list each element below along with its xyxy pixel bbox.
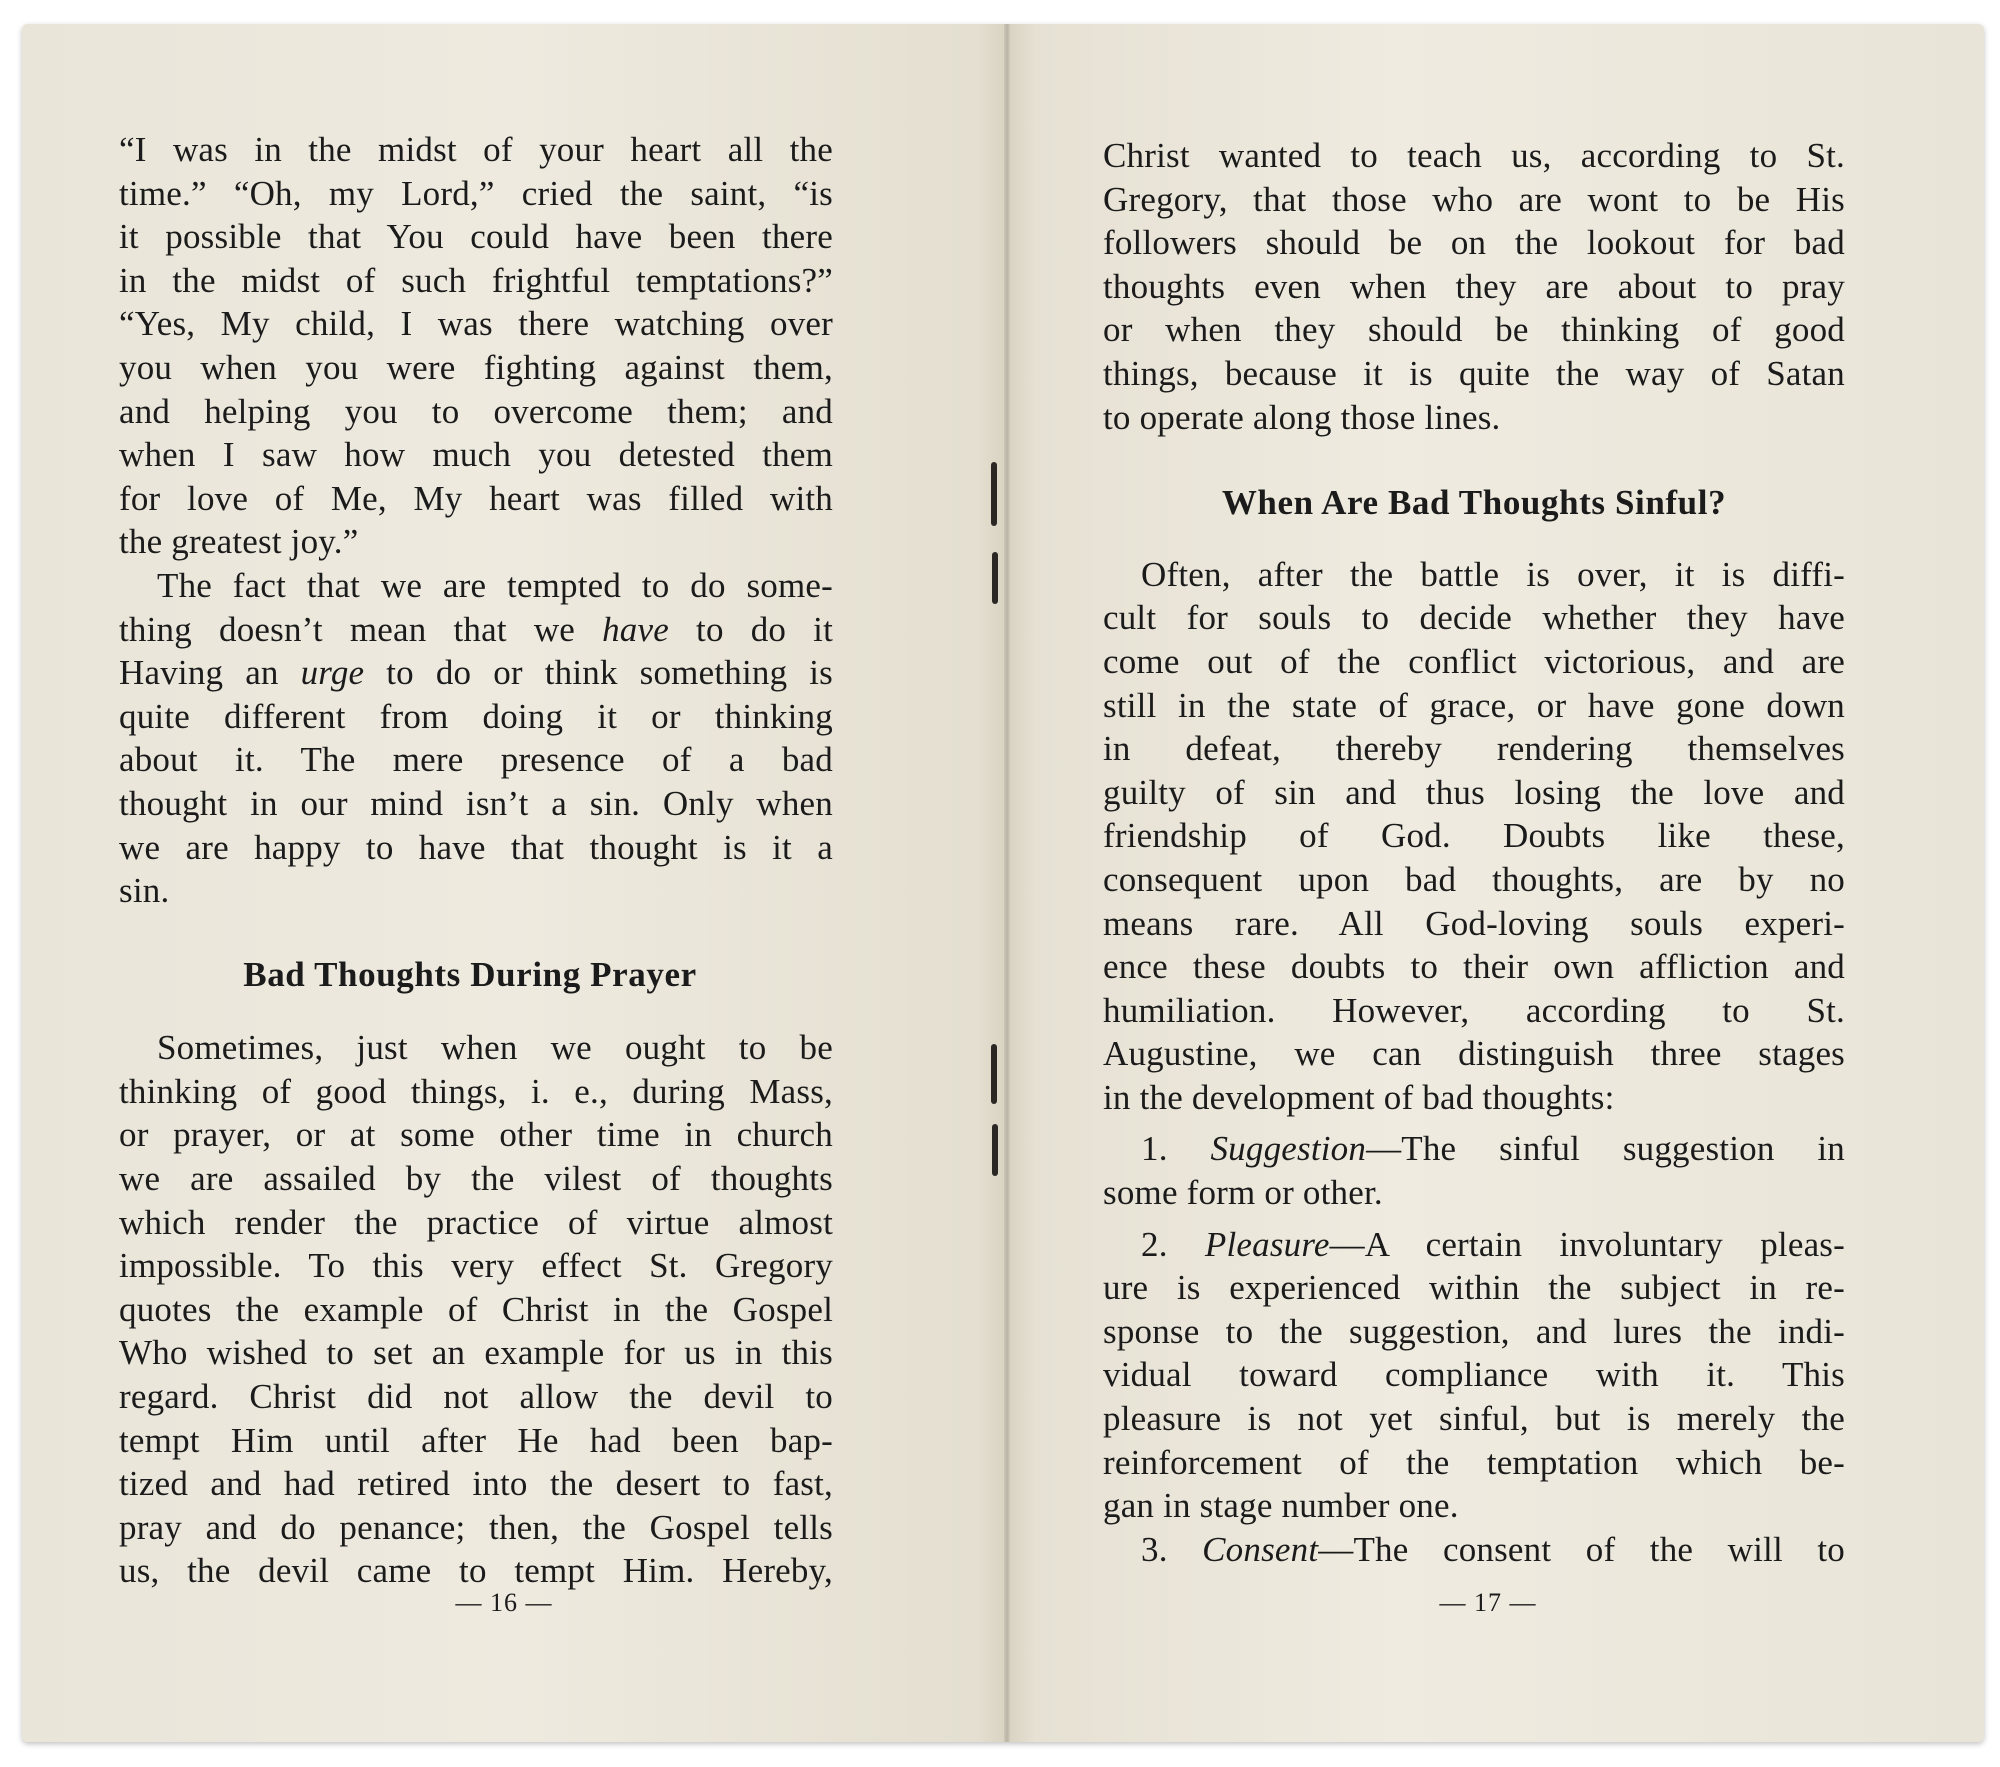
text-fragment: thing doesn’t mean that we: [119, 609, 603, 649]
left-page-text: [119, 128, 833, 1593]
text-line: for love of Me, My heart was filled with: [119, 478, 833, 518]
italic-have: have: [602, 609, 669, 649]
text-line: in the development of bad thoughts:: [1103, 1077, 1615, 1117]
italic-urge: urge: [300, 653, 365, 693]
text-line: quite different from doing it or thinking: [119, 696, 833, 736]
text-line: [1103, 1528, 1845, 1572]
text-line: sin.: [119, 871, 170, 911]
text-line: sponse to the suggestion, and lures the indi-: [1103, 1311, 1845, 1351]
text-line: Sometimes, just when we ought to be: [157, 1028, 833, 1068]
text-line: tized and had retired into the desert to fast,: [119, 1464, 833, 1504]
list-number: 2.: [1141, 1224, 1205, 1264]
text-line: [1103, 1223, 1845, 1267]
text-line: The fact that we are tempted to do some-: [157, 565, 833, 605]
text-line: means rare. All God-loving souls experi-: [1103, 903, 1845, 943]
text-line: and helping you to overcome them; and: [119, 391, 833, 431]
text-fragment: —The consent of the will to: [1318, 1529, 1845, 1569]
staple-upper-top: [991, 462, 997, 526]
text-line: ure is experienced within the subject in re-: [1103, 1268, 1845, 1308]
text-fragment: Having an: [119, 653, 301, 693]
right-paragraph-1: [1103, 134, 1845, 439]
page-number-left: — 16 —: [455, 1588, 553, 1617]
text-line: time.” “Oh, my Lord,” cried the saint, “is: [119, 173, 833, 213]
text-line: we are happy to have that thought is it a: [119, 827, 833, 867]
staple-upper-bottom: [992, 552, 998, 604]
text-line: in defeat, thereby rendering themselves: [1103, 729, 1845, 769]
text-line: guilty of sin and thus losing the love and: [1103, 772, 1845, 812]
list-number: 1.: [1141, 1129, 1211, 1169]
text-line: reinforcement of the temptation which be-: [1103, 1442, 1845, 1482]
text-line: tempt Him until after He had been bap-: [119, 1420, 833, 1460]
text-line: Who wished to set an example for us in this: [119, 1333, 833, 1373]
text-line: thinking of good things, i. e., during Mass,: [119, 1071, 833, 1111]
text-fragment: —The sinful suggestion in: [1366, 1129, 1845, 1169]
text-line: still in the state of grace, or have gone down: [1103, 685, 1845, 725]
text-line: some form or other.: [1103, 1173, 1383, 1213]
italic-term: Consent: [1202, 1529, 1319, 1569]
text-line: about it. The mere presence of a bad: [119, 740, 833, 780]
text-fragment: to do it: [668, 609, 833, 649]
text-line: pleasure is not yet sinful, but is merely the: [1103, 1399, 1845, 1439]
text-line: Augustine, we can distinguish three stages: [1103, 1034, 1845, 1074]
text-line: thoughts even when they are about to pray: [1103, 266, 1845, 306]
text-line: pray and do penance; then, the Gospel tells: [119, 1507, 833, 1547]
text-line: gan in stage number one.: [1103, 1486, 1459, 1526]
booklet-spine: [1004, 24, 1010, 1742]
text-line: [1103, 1127, 1845, 1171]
text-line: humiliation. However, according to St.: [1103, 990, 1845, 1030]
text-line: when I saw how much you detested them: [119, 435, 833, 475]
italic-term: Pleasure: [1204, 1224, 1330, 1264]
text-line: [119, 651, 833, 695]
section-heading-prayer: Bad Thoughts During Prayer: [243, 954, 697, 994]
right-page-text: [1103, 134, 1845, 1571]
text-line: regard. Christ did not allow the devil to: [119, 1377, 833, 1417]
text-fragment: —A certain involuntary pleas-: [1329, 1224, 1845, 1264]
left-paragraph-3: [119, 1026, 833, 1593]
list-item-pleasure: [1103, 1223, 1845, 1528]
text-line: to operate along those lines.: [1103, 397, 1501, 437]
text-line: Gregory, that those who are wont to be His: [1103, 179, 1845, 219]
italic-term: Suggestion: [1210, 1129, 1367, 1169]
list-item-suggestion: [1103, 1127, 1845, 1214]
text-line: which render the practice of virtue almost: [119, 1202, 833, 1242]
right-paragraph-2: [1103, 553, 1845, 1120]
text-line: Christ wanted to teach us, according to St.: [1103, 136, 1845, 175]
text-line: you when you were fighting against them,: [119, 347, 833, 387]
text-line: come out of the conflict victorious, and are: [1103, 641, 1845, 681]
staple-lower-bottom: [992, 1124, 998, 1176]
text-line: consequent upon bad thoughts, are by no: [1103, 859, 1845, 899]
text-line: things, because it is quite the way of Satan: [1103, 353, 1845, 393]
text-line: quotes the example of Christ in the Gospel: [119, 1289, 833, 1329]
text-line: in the midst of such frightful temptations?”: [119, 260, 833, 300]
page-number-right: — 17 —: [1439, 1588, 1537, 1617]
text-line: thought in our mind isn’t a sin. Only when: [119, 783, 833, 823]
text-line: the greatest joy.”: [119, 522, 359, 562]
list-number: 3.: [1141, 1529, 1203, 1569]
text-line: it possible that You could have been there: [119, 217, 833, 257]
text-line: cult for souls to decide whether they have: [1103, 598, 1845, 638]
text-line: Often, after the battle is over, it is diffi-: [1141, 554, 1845, 594]
text-line: “I was in the midst of your heart all the: [119, 130, 833, 169]
text-line: vidual toward compliance with it. This: [1103, 1355, 1845, 1395]
text-line: ence these doubts to their own affliction and: [1103, 947, 1845, 987]
text-line: “Yes, My child, I was there watching over: [119, 304, 833, 344]
section-heading-sinful: When Are Bad Thoughts Sinful?: [1221, 483, 1727, 523]
text-line: we are assailed by the vilest of thoughts: [119, 1159, 833, 1199]
left-paragraph-1: [119, 128, 833, 564]
text-line: friendship of God. Doubts like these,: [1103, 816, 1845, 856]
left-paragraph-2: [119, 564, 833, 913]
list-item-consent: [1103, 1528, 1845, 1572]
text-fragment: to do or think something is: [364, 653, 833, 693]
text-line: or prayer, or at some other time in church: [119, 1115, 833, 1155]
text-line: us, the devil came to tempt Him. Hereby,: [119, 1551, 833, 1591]
text-line: impossible. To this very effect St. Gregory: [119, 1246, 833, 1286]
text-line: followers should be on the lookout for bad: [1103, 223, 1845, 263]
text-line: [119, 608, 833, 652]
staple-lower-top: [991, 1044, 997, 1104]
text-line: or when they should be thinking of good: [1103, 310, 1845, 350]
